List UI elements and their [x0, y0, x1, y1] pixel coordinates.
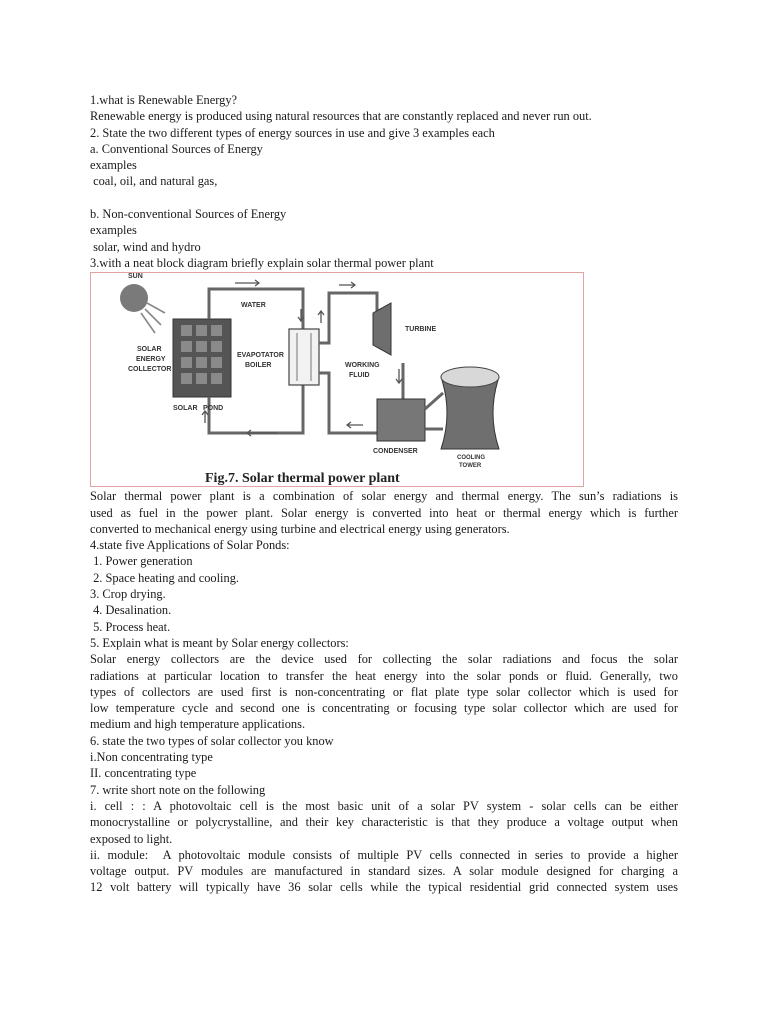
q7-module-line-1: ii. module: A photovoltaic module consists of multiple PV cells connected in series to provide a higher — [90, 847, 678, 862]
q2-a-examples: coal, oil, and natural gas, — [90, 174, 218, 189]
label-turbine: TURBINE — [405, 326, 437, 334]
q7-cell-line-2: monocrystalline or polycrystalline, and their key characteristic is that they produce a voltage output when — [90, 815, 678, 830]
q5-answer-line-5: medium and high temperature applications. — [90, 717, 306, 732]
label-pond-2: POND — [203, 405, 224, 413]
q7-question: 7. write short note on the following — [90, 782, 266, 797]
label-water: WATER — [241, 302, 266, 310]
evaporator-boiler — [289, 329, 319, 385]
q2-b-examples: solar, wind and hydro — [90, 239, 201, 254]
q4-item-1: 1. Power generation — [90, 554, 193, 569]
figure-caption: Fig.7. Solar thermal power plant — [205, 471, 400, 487]
label-fluid-1: WORKING — [345, 362, 380, 370]
q7-cell-line-1: i. cell : : A photovoltaic cell is the most basic unit of a solar PV system - solar cells can be either — [90, 798, 678, 813]
q7-module-line-3: 12 volt battery will typically have 36 solar cells while the typical residential grid connected system uses — [90, 880, 678, 895]
q2-question: 2. State the two different types of energy sources in use and give 3 examples each — [90, 125, 495, 140]
q5-question: 5. Explain what is meant by Solar energy collectors: — [90, 635, 349, 650]
q5-answer-line-3: types of collectors are used first is non-concentrating or flat plate type solar collector which is used for — [90, 684, 678, 699]
q1-answer: Renewable energy is produced using natural resources that are constantly replaced and never run out. — [90, 109, 592, 124]
q5-answer-line-2: radiations at particular location to transfer the heat energy into the solar ponds or fluid. Generally, two — [90, 668, 678, 683]
label-boiler-2: BOILER — [245, 362, 272, 370]
q7-cell-line-3: exposed to light. — [90, 831, 173, 846]
q3-answer-line-1: Solar thermal power plant is a combination of solar energy and thermal energy. The sun’s radiations is — [90, 489, 678, 504]
q6-item-2: II. concentrating type — [90, 766, 197, 781]
q4-item-5: 5. Process heat. — [90, 619, 171, 634]
document-page — [90, 92, 678, 896]
label-boiler-1: EVAPOTATOR — [237, 352, 284, 360]
q2-b-examples-label: examples — [90, 223, 137, 238]
q6-item-1: i.Non concentrating type — [90, 750, 213, 765]
q2-a-heading: a. Conventional Sources of Energy — [90, 141, 263, 156]
q2-b-heading: b. Non-conventional Sources of Energy — [90, 207, 287, 222]
cooling-pipes — [425, 393, 443, 429]
condenser-block — [377, 399, 425, 441]
solar-thermal-plant-figure — [90, 272, 584, 487]
q7-module-line-2: voltage output. PV modules are manufactured in standard sizes. A solar module designed for charging a — [90, 864, 678, 879]
q4-item-2: 2. Space heating and cooling. — [90, 570, 239, 585]
q5-answer-line-4: low temperature cycle and second one is concentrating or focusing type solar collector which are used for — [90, 701, 678, 716]
label-fluid-2: FLUID — [349, 372, 370, 380]
label-condenser: CONDENSER — [373, 448, 418, 456]
cooling-tower — [441, 377, 499, 449]
label-pond-1: SOLAR — [173, 405, 198, 413]
q2-a-examples-label: examples — [90, 158, 137, 173]
label-tower-2: TOWER — [459, 463, 482, 470]
label-sun: SUN — [128, 273, 143, 281]
q1-question: 1.what is Renewable Energy? — [90, 93, 238, 107]
q4-question: 4.state five Applications of Solar Ponds: — [90, 538, 290, 553]
label-collector-2: ENERGY — [136, 356, 166, 364]
q3-answer-line-3: converted to mechanical energy using turbine and electrical energy using generators. — [90, 521, 510, 536]
label-collector-3: COLLECTOR — [128, 366, 172, 374]
sun-icon — [120, 284, 148, 312]
q6-question: 6. state the two types of solar collector you know — [90, 733, 334, 748]
label-tower-1: COOLING — [457, 455, 485, 462]
q5-answer-line-1: Solar energy collectors are the device used for collecting the solar radiations and focus the solar — [90, 652, 678, 667]
q4-item-3: 3. Crop drying. — [90, 587, 166, 602]
q4-item-4: 4. Desalination. — [90, 603, 172, 618]
label-collector-1: SOLAR — [137, 346, 162, 354]
q3-question: 3.with a neat block diagram briefly explain solar thermal power plant — [90, 255, 434, 270]
q3-answer-line-2: used as fuel in the power plant. Solar energy is converted into heat or thermal energy which is further — [90, 505, 678, 520]
blank-line — [90, 190, 678, 206]
sun-rays — [141, 303, 165, 333]
solar-thermal-plant-diagram — [91, 273, 584, 487]
